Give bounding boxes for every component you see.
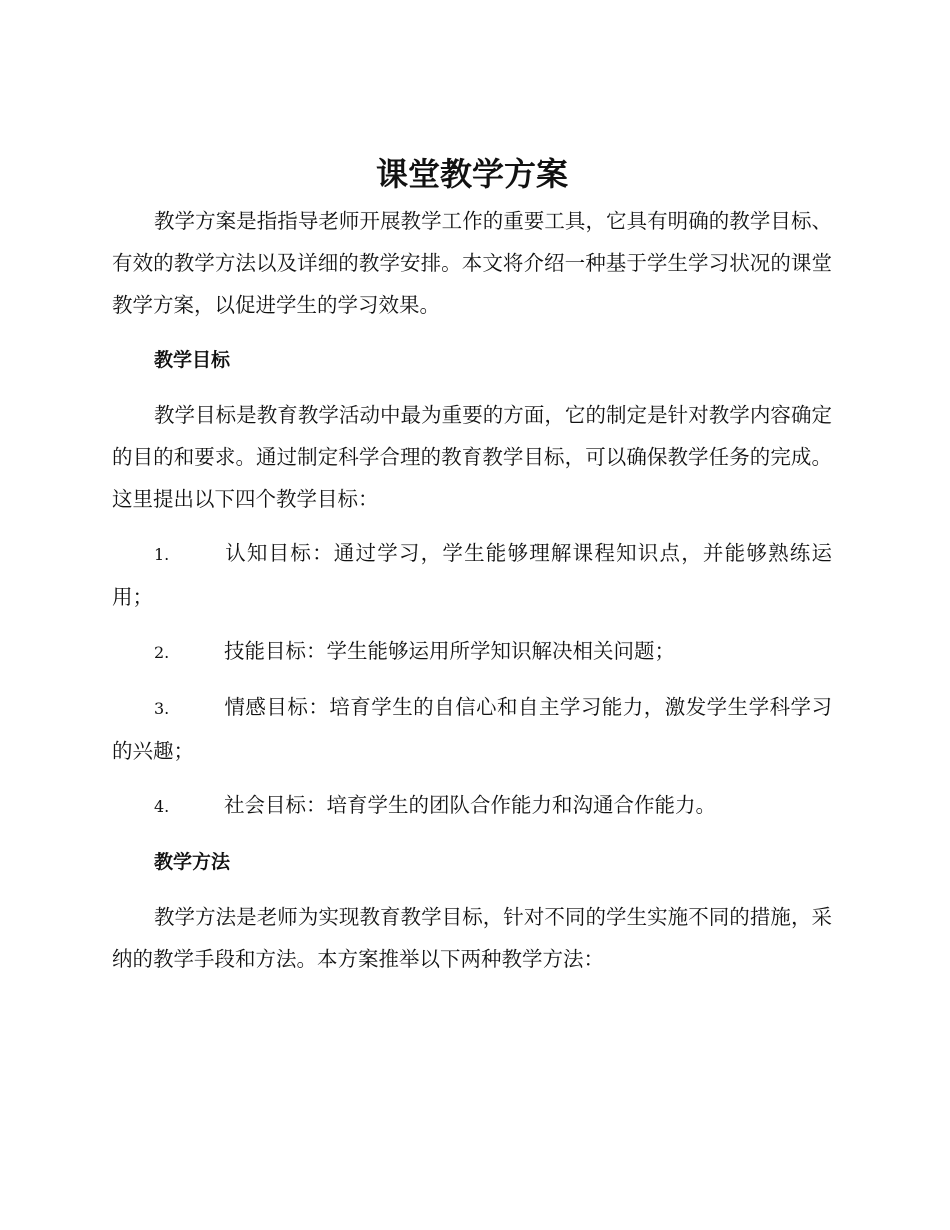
- list-item: [112, 532, 832, 618]
- list-text: 技能目标：学生能够运用所学知识解决相关问题；: [224, 639, 675, 663]
- intro-paragraph: 教学方案是指指导老师开展教学工作的重要工具，它具有明确的教学目标、有效的教学方法以及详细的教学安排。本文将介绍一种基于学生学习状况的课堂教学方案，以促进学生的学习效果。: [112, 209, 832, 317]
- list-text: 社会目标：培育学生的团队合作能力和沟通合作能力。: [224, 793, 716, 817]
- list-text: 情感目标：培育学生的自信心和自主学习能力，激发学生学科学习的兴趣；: [112, 695, 832, 763]
- teaching-methods-paragraph: 教学方法是老师为实现教育教学目标，针对不同的学生实施不同的措施，采纳的教学手段和方法。本方案推举以下两种教学方法：: [112, 905, 832, 971]
- teaching-goals-paragraph: 教学目标是教育教学活动中最为重要的方面，它的制定是针对教学内容确定的目的和要求。通过制定科学合理的教育教学目标，可以确保教学任务的完成。这里提出以下四个教学目标：: [112, 403, 832, 511]
- list-text: 认知目标：通过学习，学生能够理解课程知识点，并能够熟练运用；: [112, 541, 832, 609]
- list-number: 2.: [154, 643, 170, 662]
- list-number: 4.: [154, 797, 170, 816]
- list-number: 3.: [154, 699, 170, 718]
- list-item: [112, 686, 832, 772]
- document-title: 课堂教学方案: [375, 155, 568, 193]
- list-item: [112, 630, 832, 674]
- section-heading-teaching-methods: 教学方法: [154, 851, 231, 873]
- document-page: [112, 148, 832, 980]
- list-item: [112, 784, 832, 828]
- section-heading-teaching-goals: 教学目标: [154, 349, 231, 371]
- list-number: 1.: [154, 545, 170, 564]
